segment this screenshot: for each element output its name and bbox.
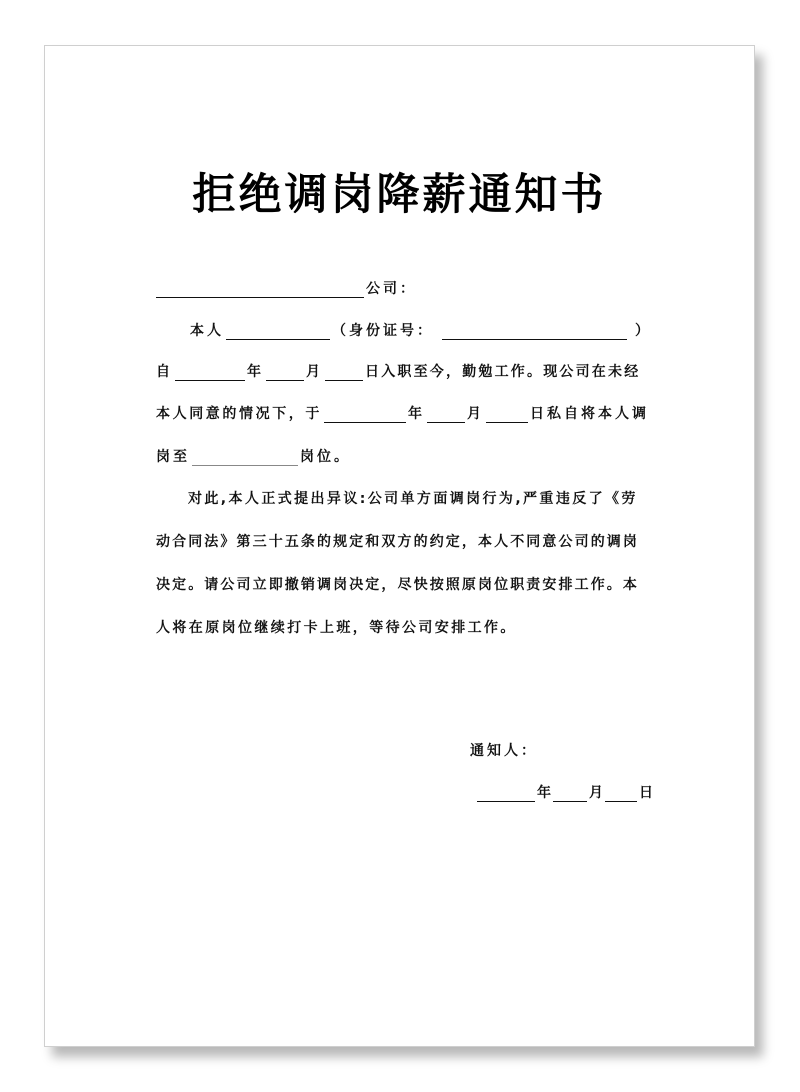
text-from: 自: [156, 364, 173, 380]
company-label: 公司：: [366, 281, 417, 297]
start-day-blank[interactable]: [325, 364, 363, 381]
para2-line4: [156, 615, 652, 637]
signature-date-line: [477, 780, 677, 802]
para2-line2: [156, 529, 652, 551]
text-para1-rest: 日入职至今，勤勉工作。现公司在未经: [365, 364, 641, 380]
notifier-line: [470, 738, 670, 760]
para1-line2: [156, 401, 652, 423]
self-label: 本人: [190, 323, 224, 339]
para2-text-1: 对此,本人正式提出异议:公司单方面调岗行为,严重违反了《劳: [188, 491, 638, 507]
id-number-blank[interactable]: [442, 323, 627, 340]
self-id-line: [156, 318, 652, 340]
transfer-year-blank[interactable]: [324, 406, 406, 423]
text-transfer-to: 岗至: [156, 449, 190, 465]
transfer-day-blank[interactable]: [486, 406, 528, 423]
para2-line1: [156, 486, 652, 508]
para2-text-3: 决定。请公司立即撤销调岗决定，尽快按照原岗位职责安排工作。本: [156, 577, 639, 593]
id-label: （身份证号：: [332, 323, 435, 339]
para2-text-2: 动合同法》第三十五条的规定和双方的约定，本人不同意公司的调岗: [156, 534, 639, 550]
id-close-paren: ）: [635, 323, 652, 339]
start-month-blank[interactable]: [266, 364, 304, 381]
transfer-month-blank[interactable]: [427, 406, 465, 423]
para2-text-4: 人将在原岗位继续打卡上班，等待公司安排工作。: [156, 620, 517, 636]
text-year: 年: [247, 364, 264, 380]
text-year: 年: [408, 406, 425, 422]
document-page: [44, 45, 755, 1047]
text-transfer: 日私自将本人调: [530, 406, 649, 422]
text-day: 日: [639, 785, 653, 801]
salutation-line: [156, 276, 652, 298]
start-year-blank[interactable]: [175, 364, 245, 381]
sign-year-blank[interactable]: [477, 785, 535, 802]
sign-day-blank[interactable]: [605, 785, 637, 802]
para1-line3: [156, 444, 652, 466]
notifier-label: 通知人：: [470, 743, 538, 759]
new-position-blank[interactable]: [192, 449, 298, 466]
sign-month-blank[interactable]: [553, 785, 587, 802]
text-without-consent: 本人同意的情况下，于: [156, 406, 322, 422]
document-title: 拒绝调岗降薪通知书: [192, 170, 607, 220]
text-year: 年: [537, 785, 551, 801]
name-blank[interactable]: [226, 323, 330, 340]
text-position: 岗位。: [300, 449, 351, 465]
para2-line3: [156, 572, 652, 594]
para1-line1: [156, 359, 652, 381]
text-month: 月: [306, 364, 323, 380]
text-month: 月: [589, 785, 603, 801]
company-name-blank[interactable]: [156, 281, 364, 298]
text-month: 月: [467, 406, 484, 422]
